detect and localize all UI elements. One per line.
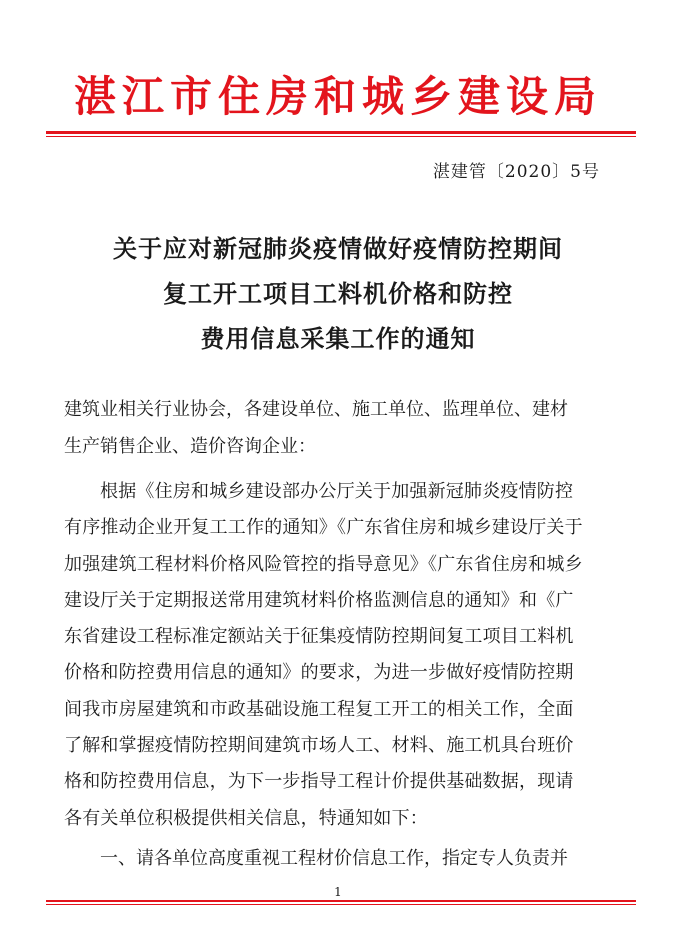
- addressee-line: 生产销售企业、造价咨询企业：: [64, 436, 316, 457]
- footer-red-rule: [46, 900, 636, 902]
- list-item-1: [64, 844, 568, 870]
- letterhead-red-rule-thin: [46, 136, 636, 137]
- addressee-line: 建筑业相关行业协会，各建设单位、施工单位、监理单位、建材: [64, 399, 568, 420]
- body-line: 各有关单位积极提供相关信息，特通知如下：: [64, 807, 428, 829]
- notice-title: [0, 227, 676, 362]
- letterhead-title: 湛江市住房和城乡建设局: [73, 72, 602, 121]
- list-item-text: 一、请各单位高度重视工程材价信息工作，指定专人负责并: [100, 848, 568, 869]
- addressee-block: [64, 391, 624, 465]
- body-line: 间我市房屋建筑和市政基础设施工程复工开工的相关工作，全面: [64, 698, 574, 720]
- body-line: 加强建筑工程材料价格风险管控的指导意见》《广东省住房和城乡: [64, 553, 583, 575]
- body-line: 建设厅关于定期报送常用建筑材料价格监测信息的通知》和《广: [64, 589, 574, 611]
- title-line: 关于应对新冠肺炎疫情做好疫情防控期间: [113, 235, 563, 263]
- body-line: 根据《住房和城乡建设部办公厅关于加强新冠肺炎疫情防控: [100, 481, 574, 502]
- body-paragraph: [64, 474, 624, 837]
- body-line: 有序推动企业开复工工作的通知》《广东省住房和城乡建设厅关于: [64, 517, 583, 539]
- body-line: 价格和防控费用信息的通知》的要求，为进一步做好疫情防控期: [64, 662, 574, 684]
- title-line: 费用信息采集工作的通知: [200, 325, 476, 353]
- letterhead-red-rule: [46, 131, 636, 134]
- title-line: 复工开工项目工料机价格和防控: [163, 280, 513, 308]
- body-line: 格和防控费用信息，为下一步指导工程计价提供基础数据，现请: [64, 771, 574, 793]
- body-line: 东省建设工程标准定额站关于征集疫情防控期间复工项目工料机: [64, 626, 574, 648]
- body-line: 了解和掌握疫情防控期间建筑市场人工、材料、施工机具台班价: [64, 735, 574, 757]
- footer-red-rule-thin: [46, 904, 636, 905]
- document-number: 湛建管〔2020〕5号: [432, 162, 600, 182]
- page-number: 1: [334, 885, 342, 899]
